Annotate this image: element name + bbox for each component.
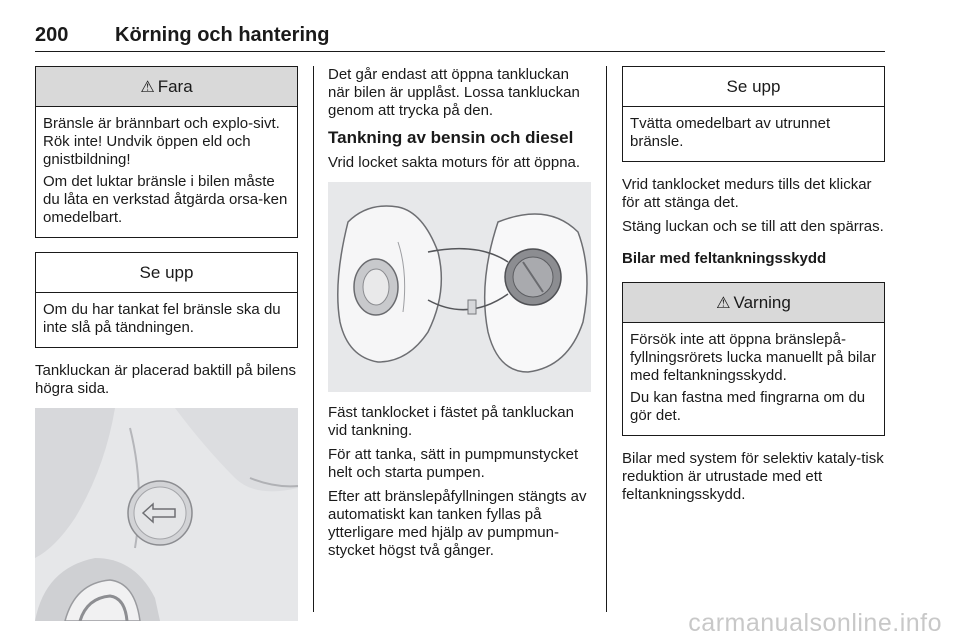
warning-text: Du kan fastna med fingrarna om du gör det. <box>630 389 866 424</box>
body-text: Vrid tanklocket medurs tills det klickar för att stänga det. <box>622 176 872 211</box>
fuel-cap-illustration <box>328 182 591 392</box>
danger-box-header <box>36 67 297 107</box>
danger-text: Om det luktar bränsle i bilen måste du låta en verkstad åtgärda orsa-ken omedelbart. <box>43 173 288 226</box>
column-1 <box>35 66 298 633</box>
caution-box <box>622 66 885 162</box>
caution-box-header: Se upp <box>36 253 297 293</box>
page-title: Körning och hantering <box>115 24 330 46</box>
car-fuel-flap-illustration <box>35 408 298 621</box>
body-text: Tankluckan är placerad baktill på bilens högra sida. <box>35 362 296 397</box>
column-divider <box>606 66 607 612</box>
caution-box <box>35 252 298 348</box>
danger-box <box>35 66 298 238</box>
warning-box <box>622 282 885 436</box>
watermark: carmanualsonline.info <box>688 609 942 637</box>
section-heading: Tankning av bensin och diesel <box>328 128 574 147</box>
page-header <box>35 22 885 52</box>
warning-title: Varning <box>733 292 791 312</box>
warning-triangle-icon: ⚠ <box>716 294 731 312</box>
body-text: Efter att bränslepåfyllningen stängts av automatiskt kan tanken fyllas på ytterligare med hjälp av pumpmun-stycket högst två gånger. <box>328 488 587 559</box>
caution-text: Om du har tankat fel bränsle ska du inte slå på tändningen. <box>43 301 281 336</box>
warning-box-header <box>623 283 884 323</box>
sub-heading: Bilar med feltankningsskydd <box>622 250 827 267</box>
caution-text: Tvätta omedelbart av utrunnet bränsle. <box>630 115 831 150</box>
column-divider <box>313 66 314 612</box>
body-text: Bilar med system för selektiv kataly-tisk reduktion är utrustade med ett feltankningsskydd. <box>622 450 884 503</box>
body-text: Stäng luckan och se till att den spärras. <box>622 218 884 235</box>
column-3 <box>622 66 885 510</box>
danger-text: Bränsle är brännbart och explo-sivt. Rök inte! Undvik öppen eld och gnistbildning! <box>43 115 280 168</box>
danger-title: Fara <box>157 76 193 96</box>
warning-text: Försök inte att öppna bränslepå-fyllningsrörets lucka manuellt på bilar med feltankningsskydd. <box>630 331 876 384</box>
caution-box-header: Se upp <box>623 67 884 107</box>
page-number: 200 <box>35 24 69 46</box>
body-text: Fäst tanklocket i fästet på tankluckan vid tankning. <box>328 404 574 439</box>
warning-triangle-icon: ⚠ <box>140 78 155 96</box>
body-text: För att tanka, sätt in pumpmunstycket helt och starta pumpen. <box>328 446 579 481</box>
body-text: Det går endast att öppna tankluckan när bilen är upplåst. Lossa tankluckan genom att trycka på den. <box>328 66 580 119</box>
column-2 <box>328 66 591 566</box>
body-text: Vrid locket sakta moturs för att öppna. <box>328 154 581 171</box>
